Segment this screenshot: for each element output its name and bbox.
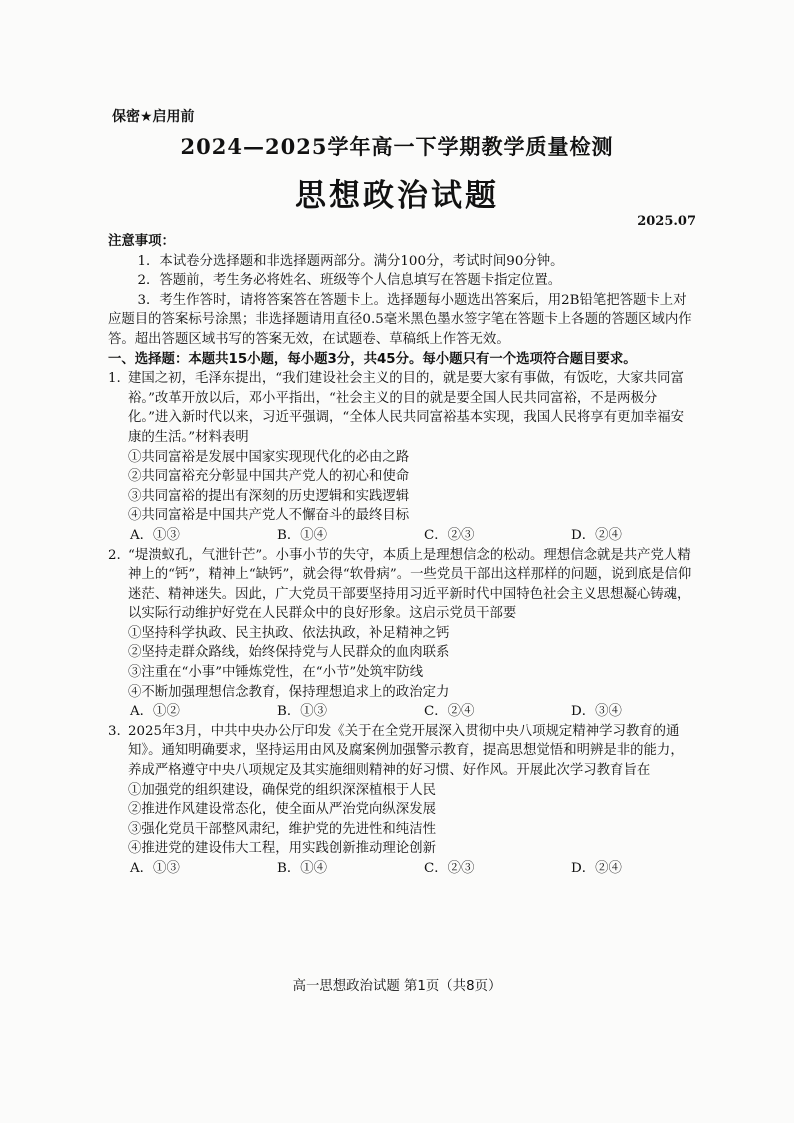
question-3 [108,722,693,781]
question-option: ①加强党的组织建设，确保党的组织深深植根于人民 [128,782,436,798]
notice-heading: 注意事项： [108,234,175,249]
answer-choice-a: A．①③ [130,861,180,876]
notice-item: 1．本试卷分选择题和非选择题两部分。满分100分，考试时间90分钟。 [137,253,564,269]
exam-date: 2025.07 [637,214,696,229]
question-option: ④推进党的建设伟大工程，用实践创新推动理论创新 [128,841,436,857]
answer-choice-d: D．③④ [571,704,622,720]
question-option: ③强化党员干部整风肃纪，维护党的先进性和纯洁性 [128,821,436,837]
question-number: 1. [108,371,121,387]
question-option: ③共同富裕的提出有深刻的历史逻辑和实践逻辑 [128,488,410,504]
answer-choice-b: B．①④ [277,861,328,876]
answer-choice-b: B．①③ [277,704,328,720]
question-number: 3. [108,723,121,739]
answer-choice-d: D．②④ [571,861,622,876]
notice-item: 3．考生作答时，请将答案答在答题卡上。选择题每小题选出答案后，用2B铅笔把答题卡上对应题目的答案标号涂黑；非选择题请用直径0.5毫米黑色墨水签字笔在答题卡上各题的答题区域内作答。超出答题区域书写的答案无效，在试题卷、草稿纸上作答无效。 [108,292,692,347]
question-option: ④不断加强理想信念教育，保持理想追求上的政治定力 [128,684,450,700]
notice-item: 2．答题前，考生务必将姓名、班级等个人信息填写在答题卡指定位置。 [137,273,562,289]
question-option: ③注重在“小事”中锤炼党性，在“小节”处筑牢防线 [128,665,424,681]
confidential-mark: 保密★启用前 [112,109,195,125]
question-option: ②共同富裕充分彰显中国共产党人的初心和使命 [128,469,410,485]
question-1 [108,369,693,447]
answer-choice-d: D．②④ [571,527,622,543]
exam-title: 2024—2025学年高一下学期教学质量检测 [180,134,614,159]
answer-choices [108,859,693,879]
answer-choice-a: A．①③ [130,527,180,543]
question-2 [108,546,693,624]
answer-choices [108,702,693,722]
question-option: ④共同富裕是中国共产党人不懈奋斗的最终目标 [128,508,410,524]
section-heading: 一、选择题：本题共15小题，每小题3分，共45分。每小题只有一个选项符合题目要求。 [108,351,637,367]
question-option: ②推进作风建设常态化，使全面从严治党向纵深发展 [128,802,436,818]
answer-choices [108,526,693,546]
question-stem: 建国之初，毛泽东提出，“我们建设社会主义的目的，就是要大家有事做，有饭吃，大家共同富裕。”改革开放以后，邓小平指出，“社会主义的目的就是要全国人民共同富裕，不是两极分化。”进入新时代以来，习近平强调，“全体人民共同富裕基本实现，我国人民将享有更加幸福安康的生活。”材料表明 [128,371,685,445]
question-option: ①坚持科学执政、民主执政、依法执政，补足精神之钙 [128,625,450,641]
exam-content [108,232,693,879]
question-option: ①共同富裕是发展中国家实现现代化的必由之路 [128,449,410,465]
question-option: ②坚持走群众路线，始终保持党与人民群众的血肉联系 [128,645,450,661]
answer-choice-c: C．②③ [424,527,475,543]
page-footer: 高一思想政治试题 第1页（共8页） [292,979,502,994]
question-stem: 2025年3月，中共中央办公厅印发《关于在全党开展深入贯彻中央八项规定精神学习教育的通知》。通知明确要求，坚持运用由风及腐案例加强警示教育，提高思想觉悟和明辨是非的能力，养成严格遵守中央八项规定及其实施细则精神的好习惯、好作风。开展此次学习教育旨在 [128,723,684,779]
answer-choice-c: C．②④ [424,704,475,720]
answer-choice-c: C．②③ [424,861,475,876]
question-number: 2. [108,547,121,563]
subject-title: 思想政治试题 [295,178,499,214]
answer-choice-b: B．①④ [277,527,328,543]
answer-choice-a: A．①② [130,704,180,720]
question-stem: “堤溃蚁孔，气泄针芒”。小事小节的失守，本质上是理想信念的松动。理想信念就是共产党人精神上的“钙”，精神上“缺钙”，就会得“软骨病”。一些党员干部出这样那样的问题，说到底是信仰迷茫、精神迷失。因此，广大党员干部要坚持用习近平新时代中国特色社会主义思想凝心铸魂，以实际行动维护好党在人民群众中的良好形象。这启示党员干部要 [128,547,692,622]
